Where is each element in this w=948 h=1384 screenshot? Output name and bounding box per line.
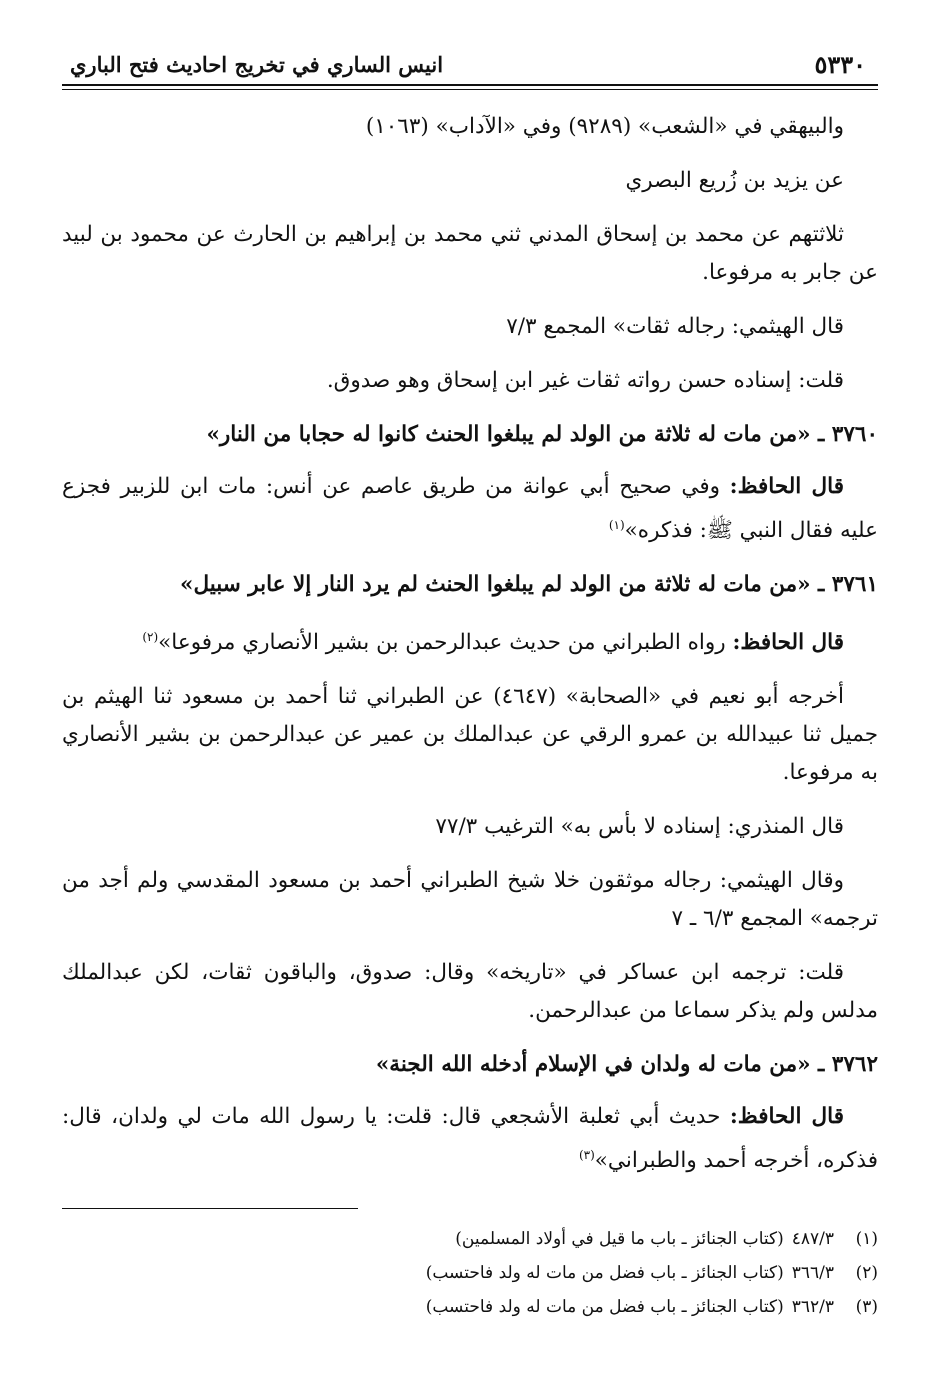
speaker-label: قال الحافظ:	[729, 474, 844, 499]
paragraph-text: رواه الطبراني من حديث عبدالرحمن بن بشير الأنصاري مرفوعا»	[158, 630, 726, 656]
footnote-number: (١)	[855, 1229, 878, 1249]
footnote-number: (٢)	[855, 1263, 878, 1283]
footnote-text: (كتاب الجنائز ـ باب ما قيل في أولاد المسلمين)	[455, 1229, 784, 1249]
header-rule	[62, 84, 878, 86]
paragraph: قلت: إسناده حسن رواته ثقات غير ابن إسحاق وهو صدوق.	[326, 368, 844, 393]
paragraph-text: حديث أبي ثعلبة الأشجعي قال: قلت: يا رسول الله مات لي ولدان، قال: فذكره، أخرجه أحمد والطبراني»	[62, 1104, 878, 1174]
paragraph-text: وفي صحيح أبي عوانة من طريق عاصم عن أنس: مات ابن للزبير فجزع عليه فقال النبي ﷺ: فذكره»	[62, 474, 878, 544]
footnote-marker: (٢)	[142, 630, 159, 645]
footnote	[62, 1256, 878, 1290]
header-rule-thin	[62, 89, 878, 90]
paragraph: والبيهقي في «الشعب» (٩٢٨٩) وفي «الآداب» (١٠٦٣)	[365, 114, 844, 139]
paragraph: قال المنذري: إسناده لا بأس به» الترغيب ٧٧/٣	[435, 814, 844, 840]
paragraph: عن يزيد بن زُريع البصري	[625, 168, 844, 193]
paragraph: قلت: ترجمه ابن عساكر في «تاريخه» وقال: صدوق، والباقون ثقات، لكن عبدالملك مدلس ولم يذكر سماعا من عبدالرحمن.	[62, 960, 878, 1024]
book-page	[62, 0, 878, 1384]
footnotes	[62, 1222, 878, 1324]
footnote	[62, 1222, 878, 1256]
footnote-rule	[62, 1208, 358, 1209]
footnote-reference: ٣٦٢/٣	[791, 1297, 834, 1317]
speaker-label: قال الحافظ:	[729, 1104, 844, 1130]
page-body	[62, 108, 878, 1196]
paragraph	[62, 468, 878, 550]
paragraph: قال الهيثمي: رجاله ثقات» المجمع ٧/٣	[506, 314, 844, 339]
running-title: انيس الساري في تخريج احاديث فتح الباري	[70, 52, 444, 77]
footnote-text: (كتاب الجنائز ـ باب فضل من مات له ولد فاحتسب)	[425, 1263, 784, 1283]
footnote-text: (كتاب الجنائز ـ باب فضل من مات له ولد فاحتسب)	[425, 1297, 784, 1317]
speaker-label: قال الحافظ:	[732, 630, 844, 656]
hadith-entry-3762: ٣٧٦٢ ـ «من مات له ولدان في الإسلام أدخله الله الجنة»	[375, 1052, 878, 1078]
paragraph: ثلاثتهم عن محمد بن إسحاق المدني ثني محمد بن إبراهيم بن الحارث عن محمود بن لبيد عن جابر به مرفوعا.	[62, 222, 878, 285]
footnote-marker: (٣)	[578, 1148, 595, 1163]
page-number: ٥٣٣٠	[814, 50, 866, 79]
footnote-reference: ٤٨٧/٣	[791, 1229, 834, 1249]
hadith-entry-3760: ٣٧٦٠ ـ «من مات له ثلاثة من الولد لم يبلغوا الحنث كانوا له حجابا من النار»	[206, 422, 878, 447]
footnote	[62, 1290, 878, 1324]
paragraph	[62, 1098, 878, 1180]
page-header	[62, 46, 878, 86]
footnote-number: (٣)	[855, 1297, 878, 1317]
footnote-reference: ٣٦٦/٣	[791, 1263, 834, 1283]
paragraph: وقال الهيثمي: رجاله موثقون خلا شيخ الطبراني أحمد بن مسعود المقدسي ولم أجد من ترجمه» المجمع ٦/٣ ـ ٧	[62, 868, 878, 932]
paragraph	[62, 618, 878, 662]
paragraph: أخرجه أبو نعيم في «الصحابة» (٤٦٤٧) عن الطبراني ثنا أحمد بن مسعود ثنا الهيثم بن جميل ثنا عبيدالله بن عمرو الرقي عن عبدالملك بن عمير عن عبدالرحمن بن بشير الأنصاري به مرفوعا.	[62, 684, 878, 786]
footnote-marker: (١)	[608, 518, 625, 532]
hadith-entry-3761: ٣٧٦١ ـ «من مات له ثلاثة من الولد لم يبلغوا الحنث لم يرد النار إلا عابر سبيل»	[180, 572, 878, 598]
